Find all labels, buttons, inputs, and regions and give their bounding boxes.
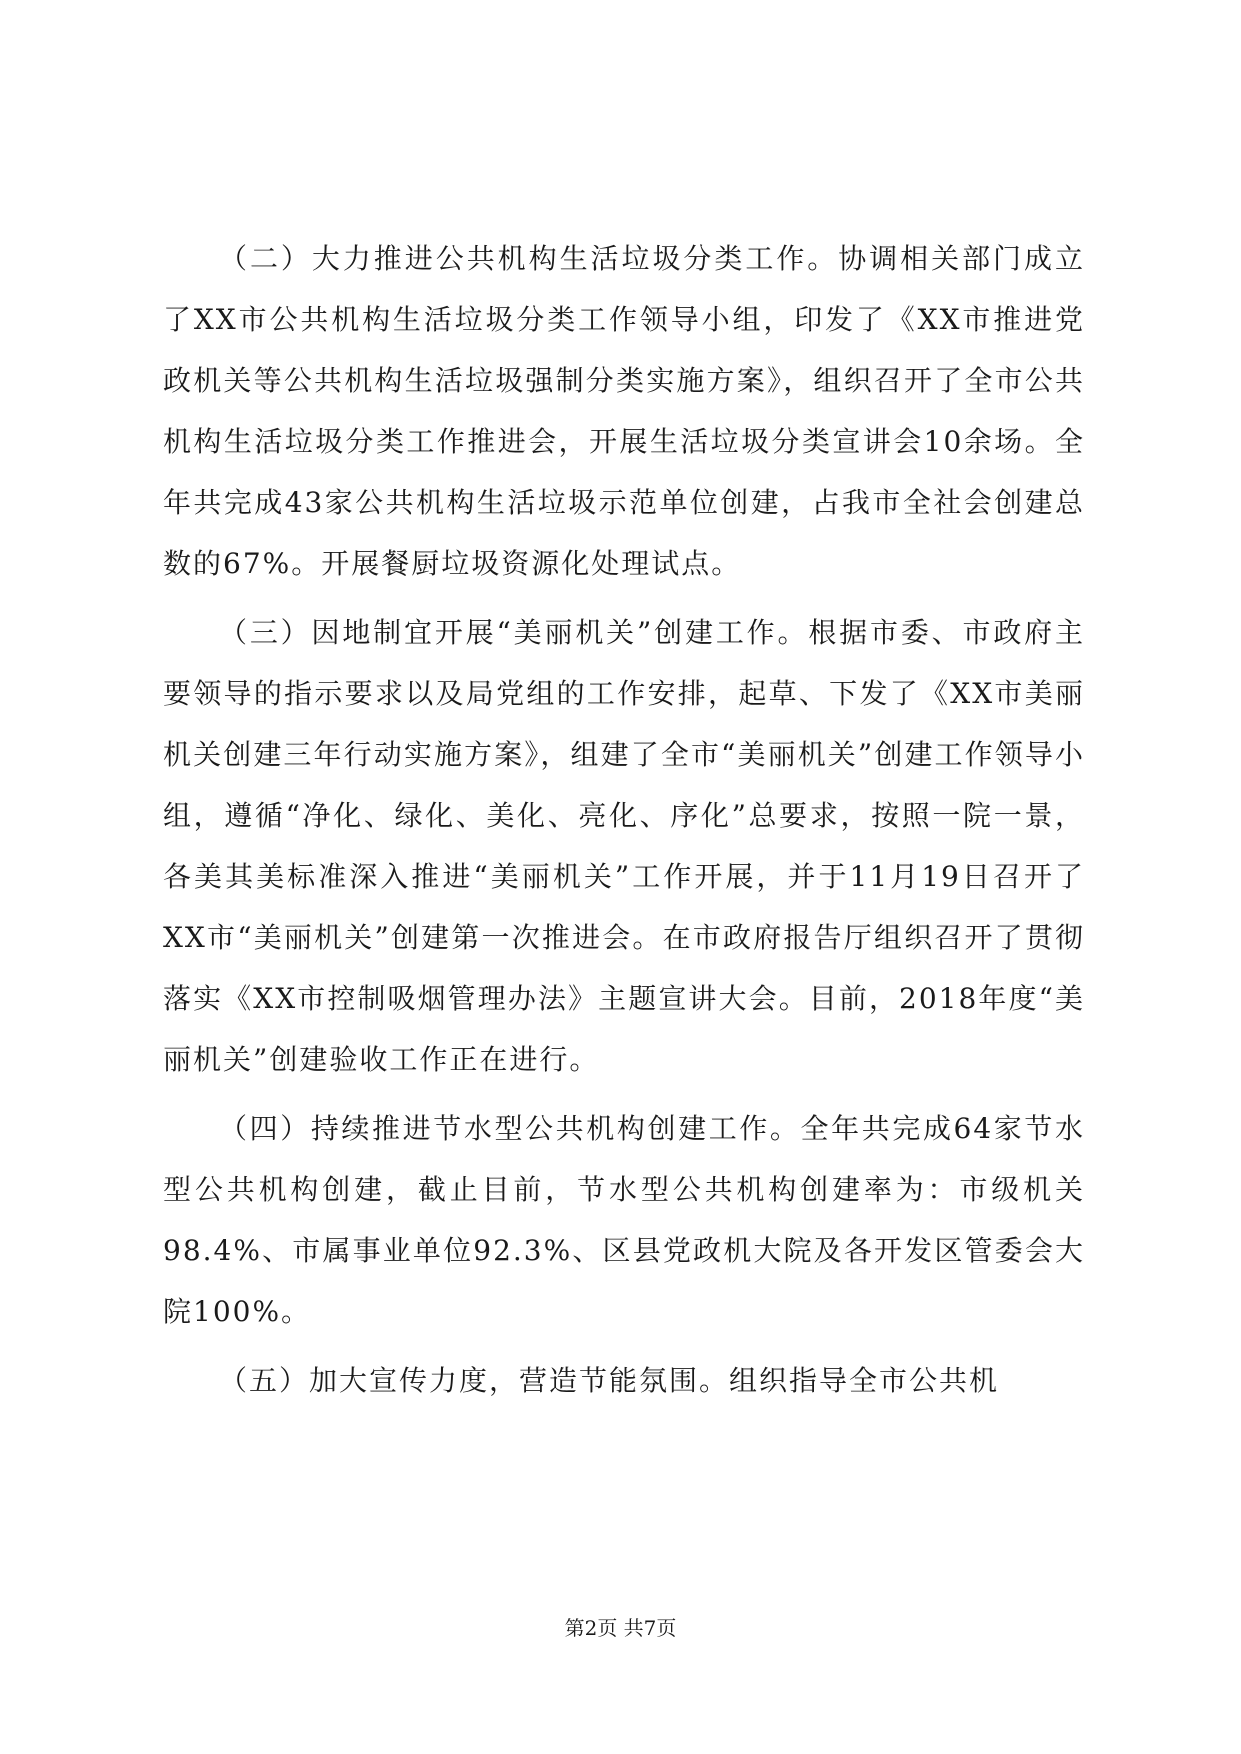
paragraph-water-saving: （四）持续推进节水型公共机构创建工作。全年共完成64家节水型公共机构创建，截止目前，节水型公共机构创建率为：市级机关98.4%、市属事业单位92.3%、区县党政机大院及各开发区管委会大院100%。 xyxy=(163,1112,1085,1328)
paragraph-garbage-sorting: （二）大力推进公共机构生活垃圾分类工作。协调相关部门成立了XX市公共机构生活垃圾分类工作领导小组，印发了《XX市推进党政机关等公共机构生活垃圾强制分类实施方案》，组织召开了全市公共机构生活垃圾分类工作推进会，开展生活垃圾分类宣讲会10余场。全年共完成43家公共机构生活垃圾示范单位创建，占我市全社会创建总数的67%。开展餐厨垃圾资源化处理试点。 xyxy=(163,242,1085,580)
document-body xyxy=(163,228,1085,1411)
paragraph-publicity: （五）加大宣传力度，营造节能氛围。组织指导全市公共机 xyxy=(219,1364,1000,1397)
page-footer: 第2页 共7页 xyxy=(564,1616,677,1640)
paragraph-beautiful-offices: （三）因地制宜开展“美丽机关”创建工作。根据市委、市政府主要领导的指示要求以及局党组的工作安排，起草、下发了《XX市美丽机关创建三年行动实施方案》，组建了全市“美丽机关”创建工作领导小组，遵循“净化、绿化、美化、亮化、序化”总要求，按照一院一景，各美其美标准深入推进“美丽机关”工作开展，并于11月19日召开了XX市“美丽机关”创建第一次推进会。在市政府报告厅组织召开了贯彻落实《XX市控制吸烟管理办法》主题宣讲大会。目前，2018年度“美丽机关”创建验收工作正在进行。 xyxy=(163,616,1085,1076)
